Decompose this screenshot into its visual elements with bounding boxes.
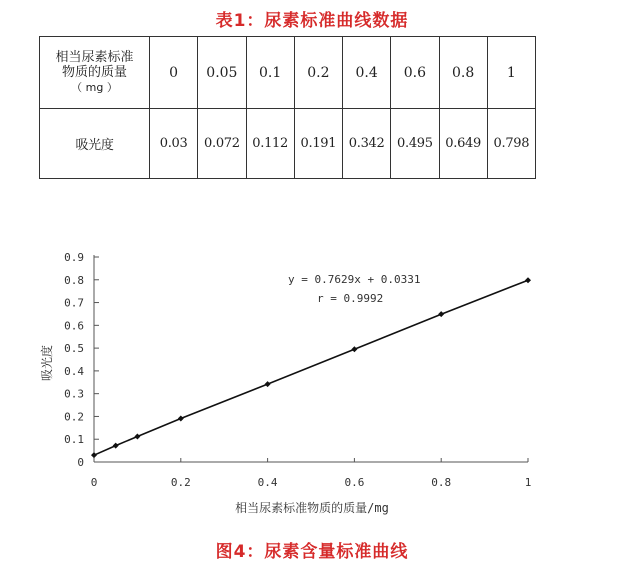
mass-cell: 0 xyxy=(150,37,198,109)
y-tick-label: 0.6 xyxy=(64,319,84,333)
y-tick-label: 0.1 xyxy=(64,433,84,447)
absorbance-cell: 0.03 xyxy=(150,109,198,179)
mass-cell: 0.6 xyxy=(391,37,439,109)
absorbance-cell: 0.649 xyxy=(439,109,487,179)
data-point xyxy=(438,311,444,317)
x-tick-label: 0 xyxy=(90,476,98,489)
y-tick-label: 0.7 xyxy=(64,296,84,310)
absorbance-cell: 0.342 xyxy=(343,109,391,179)
series-line xyxy=(94,280,528,455)
y-tick-label: 0.3 xyxy=(64,387,84,401)
mass-cell: 0.8 xyxy=(439,37,487,109)
y-tick-label: 0.9 xyxy=(64,251,84,264)
mass-cell: 0.2 xyxy=(294,37,342,109)
x-tick-label: 0.6 xyxy=(344,476,365,489)
mass-cell: 0.4 xyxy=(343,37,391,109)
data-point xyxy=(265,381,271,387)
x-tick-label: 1 xyxy=(524,476,532,489)
data-point xyxy=(525,277,531,283)
mass-cell: 1 xyxy=(487,37,535,109)
x-tick-label: 0.2 xyxy=(170,476,191,489)
y-tick-label: 0.2 xyxy=(64,410,84,424)
data-point xyxy=(178,415,184,421)
y-tick-label: 0.4 xyxy=(64,364,84,378)
absorbance-cell: 0.072 xyxy=(198,109,246,179)
data-point xyxy=(113,443,119,449)
x-tick-label: 0.4 xyxy=(257,476,278,489)
data-point xyxy=(351,346,357,352)
absorbance-header-cell: 吸光度 xyxy=(40,109,150,179)
absorbance-cell: 0.191 xyxy=(294,109,342,179)
y-tick-label: 0 xyxy=(77,456,84,469)
x-axis-label: 相当尿素标准物质的质量/mg xyxy=(235,501,389,515)
regression-equation: y = 0.7629x + 0.0331 xyxy=(288,273,421,286)
absorbance-cell: 0.112 xyxy=(246,109,294,179)
y-tick-label: 0.8 xyxy=(64,273,84,287)
correlation-coefficient: r = 0.9992 xyxy=(317,292,384,305)
y-tick-label: 0.5 xyxy=(64,342,84,356)
mass-header-line2: 物质的质量 xyxy=(61,65,127,80)
absorbance-cell: 0.798 xyxy=(487,109,535,179)
x-tick-label: 0.8 xyxy=(431,476,452,489)
y-axis-label: 吸光度 xyxy=(40,344,54,382)
data-point xyxy=(134,433,140,439)
mass-header-unit: （ mg ） xyxy=(71,81,118,94)
mass-cell: 0.1 xyxy=(246,37,294,109)
absorbance-cell: 0.495 xyxy=(391,109,439,179)
mass-cell: 0.05 xyxy=(198,37,246,109)
data-point xyxy=(91,452,97,458)
table-title: 表1：尿素标准曲线数据 xyxy=(215,11,409,31)
figure-title: 图4：尿素含量标准曲线 xyxy=(215,542,409,562)
mass-header-line1: 相当尿素标准 xyxy=(55,50,134,65)
